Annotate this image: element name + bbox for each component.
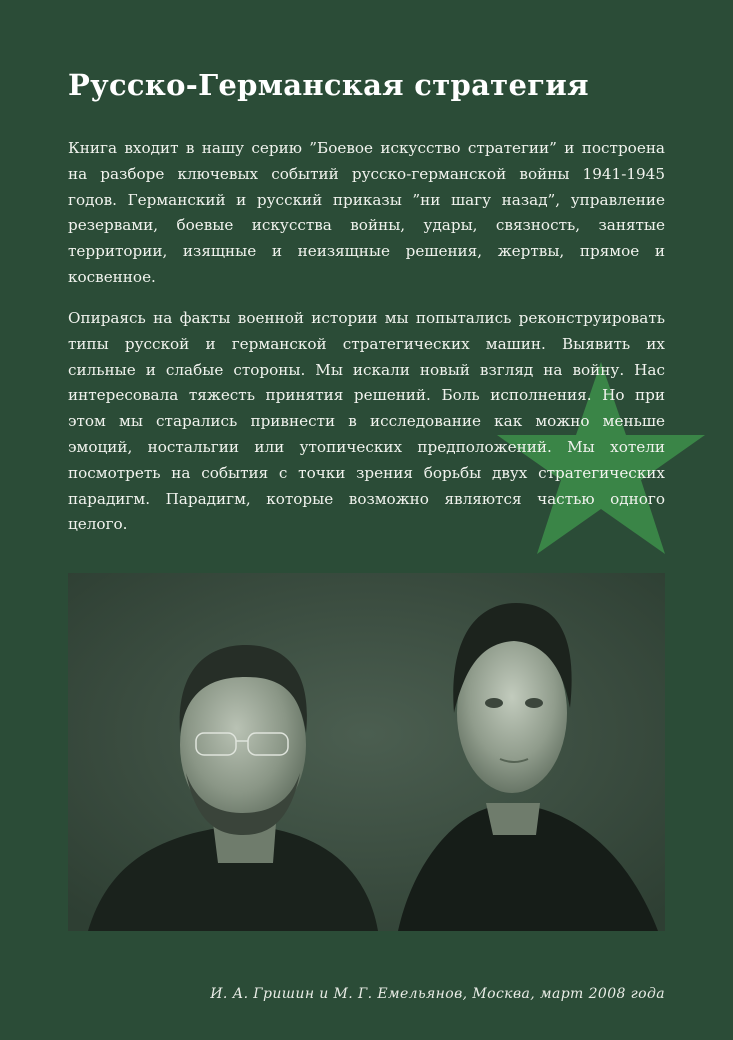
approach-paragraph: Опираясь на факты военной истории мы попытались реконструировать типы русской и германской стратегических машин. Выявить их сильные и слабые стороны. Мы искали новый взгляд на войну. Нас интересовала тяжесть принятия решений. Боль исполнения. Но при этом мы старались привнести в исследование как можно меньше эмоций, ностальгии или утопических предположений. Мы хотели посмотреть на события с точки зрения борьбы двух стратегических парадигм. Парадигм, которые возможно являются частью одного целого. (68, 309, 665, 534)
authors-caption: И. А. Гришин и М. Г. Емельянов, Москва, март 2008 года (210, 986, 665, 1002)
authors-photo (68, 573, 665, 931)
page-title: Русско-Германская стратегия (68, 68, 589, 102)
intro-paragraph: Книга входит в нашу серию ”Боевое искусство стратегии” и построена на разборе ключевых событий русско-германской войны 1941-1945 годов. Германский и русский приказы ”ни шагу назад”, управление резервами, боевые искусства войны, удары, связность, занятые территории, изящные и неизящные решения, жертвы, прямое и косвенное. (68, 139, 665, 286)
